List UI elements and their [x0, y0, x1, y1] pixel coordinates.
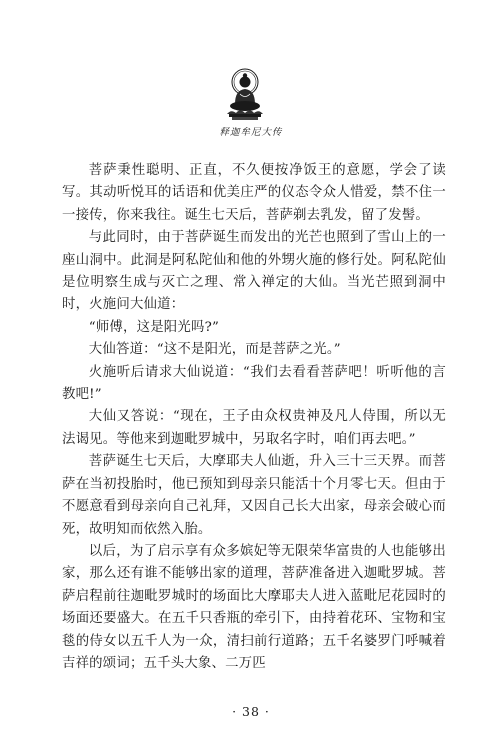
paragraph: 以后，为了启示享有众多嫔妃等无限荣华富贵的人也能够出家，那么还有谁不能够出家的道理，菩萨准备进入迦毗罗城。菩萨启程前往迦毗罗城时的场面比大摩耶夫人进入蓝毗尼花园时的场面还要盛大。在五千只香瓶的牵引下，由持着花环、宝物和宝毯的侍女以五千人为一众，清扫前行道路；五千名婆罗门呼喊着吉祥的颂词；五千头大象、二万匹 — [62, 543, 446, 671]
buddha-icon — [221, 66, 269, 122]
paragraph: 菩萨秉性聪明、正直，不久便按净饭王的意愿，学会了读写。其动听悦耳的话语和优美庄严的仪态令众人惜爱，禁不住一一接传，你来我往。诞生七天后，菩萨剃去乳发，留了发髻。 — [62, 163, 446, 223]
page-header — [0, 0, 502, 145]
book-title: 释迦牟尼大传 — [219, 127, 283, 138]
paragraph: 大仙又答说：“现在，王子由众权贵神及凡人侍围，所以无法谒见。等他来到迦毗罗城中，另取名字时，咱们再去吧。” — [62, 409, 446, 447]
paragraph: “师傅，这是阳光吗?” — [88, 319, 219, 335]
page-number: · 38 · — [232, 704, 270, 719]
paragraph: 大仙答道：“这不是阳光，而是菩萨之光。” — [88, 342, 341, 358]
paragraph: 菩萨诞生七天后，大摩耶夫人仙逝，升入三十三天界。而菩萨在当初投胎时，他已预知到母亲只能活十个月零七天。但由于不愿意看到母亲向自己礼拜，又因自己长大出家，母亲会破心而死，故明知而依然入胎。 — [62, 454, 446, 537]
paragraph: 与此同时，由于菩萨诞生而发出的光芒也照到了雪山上的一座山洞中。此洞是阿私陀仙和他的外甥火施的修行处。阿私陀仙是位明察生成与灭亡之理、常入禅定的大仙。当光芒照到洞中时，火施问大仙道： — [62, 230, 446, 313]
paragraph: 火施听后请求大仙说道：“我们去看看菩萨吧！听听他的言教吧!” — [62, 364, 446, 403]
body-text — [62, 160, 446, 675]
